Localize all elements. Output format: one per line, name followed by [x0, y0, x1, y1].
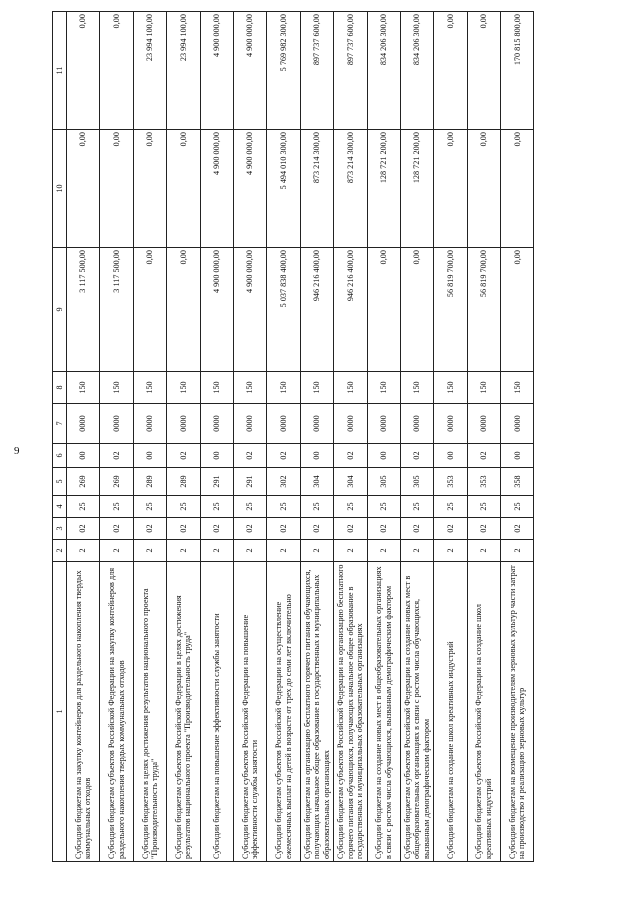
table-cell: 150	[334, 372, 367, 404]
table-cell: 0000	[400, 404, 433, 444]
table-cell: 873 214 300,00	[334, 130, 367, 248]
table-cell: 02	[400, 518, 433, 540]
table-cell: 0000	[100, 404, 133, 444]
table-cell: 2	[434, 540, 467, 562]
column-header: 3	[53, 518, 67, 540]
table-cell: 0,00	[367, 248, 400, 372]
table-row	[300, 12, 333, 862]
column-header: 7	[53, 404, 67, 444]
table-cell: 25	[200, 496, 233, 518]
table-cell: 0,00	[133, 248, 166, 372]
table-row	[467, 12, 500, 862]
table-cell: 2	[233, 540, 266, 562]
table-cell: 4 900 000,00	[200, 130, 233, 248]
table-cell: 25	[267, 496, 300, 518]
table-cell: 0,00	[100, 12, 133, 130]
table-cell: 02	[400, 444, 433, 468]
table-row	[400, 12, 433, 862]
table-cell: 0,00	[67, 130, 100, 248]
table-cell: 02	[100, 444, 133, 468]
table-cell: 02	[267, 518, 300, 540]
table-cell: 291	[233, 468, 266, 496]
table-cell: 02	[167, 444, 200, 468]
table-cell: 0000	[300, 404, 333, 444]
table-cell: 2	[133, 540, 166, 562]
table-cell: 2	[200, 540, 233, 562]
column-header: 6	[53, 444, 67, 468]
table-cell: 5 037 838 400,00	[267, 248, 300, 372]
table-cell: 150	[133, 372, 166, 404]
table-row	[167, 12, 200, 862]
table-cell: 2	[167, 540, 200, 562]
table-cell: 128 721 200,00	[367, 130, 400, 248]
table-cell: 02	[501, 518, 534, 540]
column-header: 9	[53, 248, 67, 372]
row-name-cell: Субсидии бюджетам субъектов Российской Федерации на создание школ креативных индустрий	[467, 562, 500, 862]
table-cell: 150	[67, 372, 100, 404]
table-cell: 0,00	[167, 248, 200, 372]
table-cell: 304	[300, 468, 333, 496]
table-cell: 00	[67, 444, 100, 468]
table-cell: 0,00	[167, 130, 200, 248]
table-cell: 00	[434, 444, 467, 468]
table-cell: 0000	[133, 404, 166, 444]
row-name-cell: Субсидии бюджетам субъектов Российской Федерации на повышение эффективности службы занятости	[233, 562, 266, 862]
table-cell: 0000	[334, 404, 367, 444]
table-cell: 291	[200, 468, 233, 496]
row-name-cell: Субсидии бюджетам на закупку контейнеров для раздельного накопления твердых коммунальных отходов	[67, 562, 100, 862]
row-name-cell: Субсидии бюджетам на создание новых мест в общеобразовательных организациях в связи с ростом числа обучающихся, вызванным демографическим фактором	[367, 562, 400, 862]
row-name-cell: Субсидии бюджетам на организацию бесплатного горячего питания обучающихся, получающих начальное общее образование в государственных и муниципальных образовательных организациях	[300, 562, 333, 862]
table-cell: 02	[233, 444, 266, 468]
table-cell: 02	[67, 518, 100, 540]
table-cell: 150	[167, 372, 200, 404]
table-cell: 150	[100, 372, 133, 404]
table-cell: 2	[334, 540, 367, 562]
table-cell: 128 721 200,00	[400, 130, 433, 248]
table-cell: 02	[267, 444, 300, 468]
table-cell: 0000	[501, 404, 534, 444]
table-row	[334, 12, 367, 862]
table-cell: 25	[167, 496, 200, 518]
table-cell: 02	[367, 518, 400, 540]
column-header: 11	[53, 12, 67, 130]
table-cell: 0,00	[100, 130, 133, 248]
table-cell: 02	[334, 518, 367, 540]
table-cell: 834 206 300,00	[367, 12, 400, 130]
table-cell: 2	[501, 540, 534, 562]
row-name-cell: Субсидии бюджетам субъектов Российской Федерации на осуществление ежемесячных выплат на детей в возрасте от трех до семи лет включительно	[267, 562, 300, 862]
table-cell: 56 819 700,00	[434, 248, 467, 372]
table-cell: 25	[367, 496, 400, 518]
table-cell: 00	[133, 444, 166, 468]
table-cell: 25	[334, 496, 367, 518]
table-row	[501, 12, 534, 862]
table-cell: 2	[400, 540, 433, 562]
table-cell: 25	[100, 496, 133, 518]
budget-table	[52, 11, 534, 862]
table-row	[233, 12, 266, 862]
table-cell: 0,00	[501, 130, 534, 248]
table-cell: 0000	[367, 404, 400, 444]
table-cell: 150	[467, 372, 500, 404]
table-cell: 2	[267, 540, 300, 562]
table-cell: 00	[300, 444, 333, 468]
table-cell: 289	[167, 468, 200, 496]
row-name-cell: Субсидии бюджетам субъектов Российской Федерации в целях достижения результатов национального проекта "Производительность труда"	[167, 562, 200, 862]
row-name-cell: Субсидии бюджетам на возмещение производителям зерновых культур части затрат на производство и реализацию зерновых культур	[501, 562, 534, 862]
table-cell: 0,00	[133, 130, 166, 248]
table-cell: 2	[300, 540, 333, 562]
row-name-cell: Субсидии бюджетам субъектов Российской Федерации на организацию бесплатного горячего питания обучающихся, получающих начальное общее образование в государственных и муниципальных образовательных организациях	[334, 562, 367, 862]
table-cell: 4 900 000,00	[233, 248, 266, 372]
table-cell: 0000	[167, 404, 200, 444]
table-cell: 02	[133, 518, 166, 540]
table-cell: 02	[300, 518, 333, 540]
table-cell: 5 494 010 300,00	[267, 130, 300, 248]
table-row	[200, 12, 233, 862]
table-cell: 269	[67, 468, 100, 496]
table-cell: 25	[133, 496, 166, 518]
table-cell: 0,00	[434, 130, 467, 248]
table-cell: 4 900 000,00	[200, 248, 233, 372]
table-cell: 353	[467, 468, 500, 496]
table-cell: 2	[67, 540, 100, 562]
table-cell: 0,00	[467, 12, 500, 130]
table-cell: 2	[100, 540, 133, 562]
table-cell: 834 206 300,00	[400, 12, 433, 130]
table-row	[100, 12, 133, 862]
table-cell: 302	[267, 468, 300, 496]
table-cell: 305	[400, 468, 433, 496]
column-header: 4	[53, 496, 67, 518]
table-cell: 150	[434, 372, 467, 404]
table-cell: 4 900 000,00	[233, 130, 266, 248]
table-row	[367, 12, 400, 862]
table-cell: 23 994 100,00	[167, 12, 200, 130]
table-cell: 02	[167, 518, 200, 540]
table-cell: 150	[200, 372, 233, 404]
table-cell: 946 216 400,00	[334, 248, 367, 372]
table-cell: 305	[367, 468, 400, 496]
table-cell: 150	[267, 372, 300, 404]
table-cell: 2	[367, 540, 400, 562]
table-cell: 304	[334, 468, 367, 496]
table-cell: 02	[467, 518, 500, 540]
column-header: 2	[53, 540, 67, 562]
table-cell: 25	[467, 496, 500, 518]
row-name-cell: Субсидии бюджетам субъектов Российской Федерации на создание новых мест в общеобразовательных организациях в связи с ростом числа обучающихся, вызванным демографическим фактором	[400, 562, 433, 862]
table-cell: 353	[434, 468, 467, 496]
table-cell: 02	[467, 444, 500, 468]
table-cell: 170 815 800,00	[501, 12, 534, 130]
page-number: 9	[14, 445, 20, 457]
table-cell: 150	[367, 372, 400, 404]
row-name-cell: Субсидии бюджетам на создание школ креативных индустрий	[434, 562, 467, 862]
table-cell: 150	[300, 372, 333, 404]
table-cell: 0,00	[467, 130, 500, 248]
table-cell: 00	[200, 444, 233, 468]
table-cell: 25	[233, 496, 266, 518]
table-cell: 150	[501, 372, 534, 404]
table-cell: 873 214 300,00	[300, 130, 333, 248]
table-cell: 0000	[200, 404, 233, 444]
table-cell: 56 819 700,00	[467, 248, 500, 372]
table-cell: 25	[400, 496, 433, 518]
table-row	[67, 12, 100, 862]
table-cell: 0,00	[501, 248, 534, 372]
table-cell: 23 994 100,00	[133, 12, 166, 130]
table-cell: 0,00	[67, 12, 100, 130]
table-cell: 4 900 000,00	[233, 12, 266, 130]
column-header: 1	[53, 562, 67, 862]
table-cell: 150	[400, 372, 433, 404]
header-row	[53, 12, 67, 862]
table-cell: 0000	[233, 404, 266, 444]
row-name-cell: Субсидии бюджетам в целях достижения результатов национального проекта "Производительность труда"	[133, 562, 166, 862]
table-cell: 0000	[467, 404, 500, 444]
table-cell: 25	[300, 496, 333, 518]
table-cell: 289	[133, 468, 166, 496]
table-cell: 0000	[267, 404, 300, 444]
table-cell: 25	[501, 496, 534, 518]
table-cell: 0,00	[434, 12, 467, 130]
table-cell: 358	[501, 468, 534, 496]
table-cell: 4 900 000,00	[200, 12, 233, 130]
column-header: 5	[53, 468, 67, 496]
rotated-page	[52, 12, 612, 862]
table-cell: 00	[501, 444, 534, 468]
table-cell: 269	[100, 468, 133, 496]
table-cell: 3 117 500,00	[67, 248, 100, 372]
table-cell: 946 216 400,00	[300, 248, 333, 372]
table-cell: 150	[233, 372, 266, 404]
table-cell: 897 737 600,00	[334, 12, 367, 130]
row-name-cell: Субсидии бюджетам на повышение эффективности службы занятости	[200, 562, 233, 862]
table-cell: 02	[334, 444, 367, 468]
column-header: 8	[53, 372, 67, 404]
table-cell: 25	[434, 496, 467, 518]
table-cell: 0000	[434, 404, 467, 444]
table-cell: 02	[233, 518, 266, 540]
table-cell: 2	[467, 540, 500, 562]
table-cell: 00	[367, 444, 400, 468]
table-row	[267, 12, 300, 862]
row-name-cell: Субсидии бюджетам субъектов Российской Федерации на закупку контейнеров для раздельного накопления твердых коммунальных отходов	[100, 562, 133, 862]
table-cell: 02	[200, 518, 233, 540]
table-cell: 897 737 600,00	[300, 12, 333, 130]
table-cell: 02	[100, 518, 133, 540]
table-cell: 3 117 500,00	[100, 248, 133, 372]
table-cell: 0,00	[400, 248, 433, 372]
table-cell: 5 769 982 300,00	[267, 12, 300, 130]
column-header: 10	[53, 130, 67, 248]
table-cell: 0000	[67, 404, 100, 444]
table-cell: 25	[67, 496, 100, 518]
table-row	[133, 12, 166, 862]
table-cell: 02	[434, 518, 467, 540]
table-row	[434, 12, 467, 862]
